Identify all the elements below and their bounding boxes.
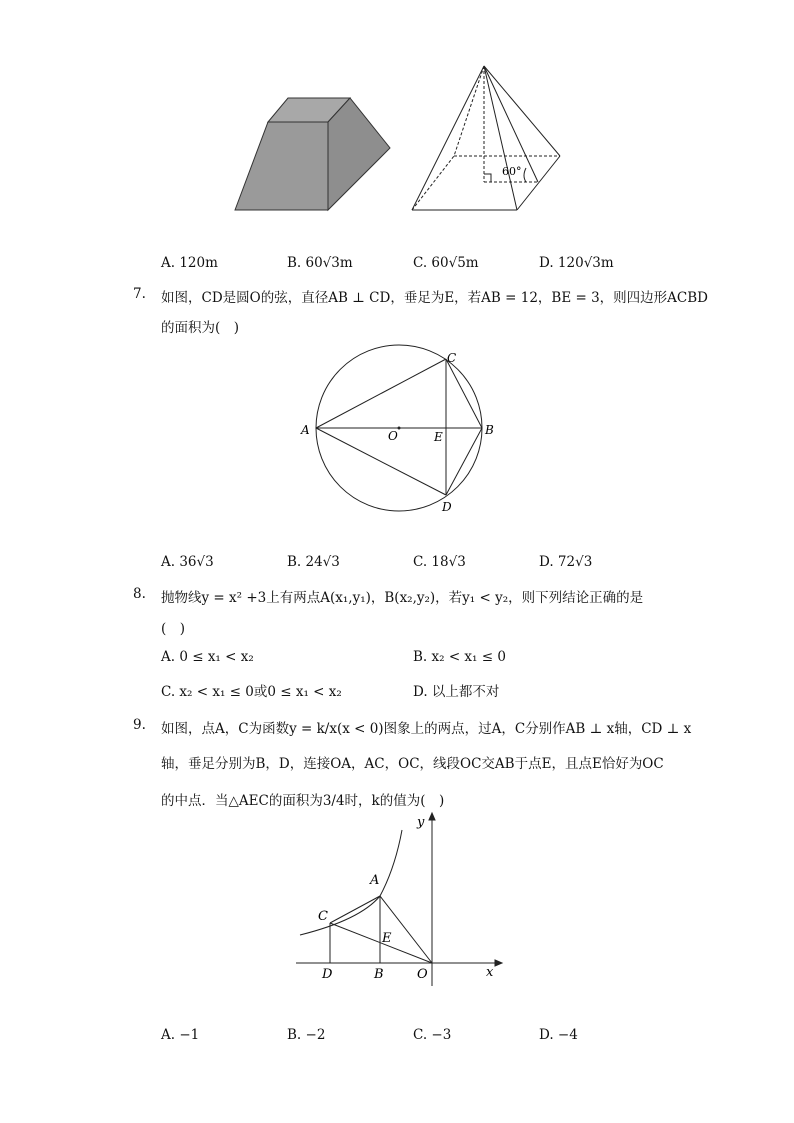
- q6-prism-figure: [235, 98, 390, 210]
- q7-circle-figure: [295, 340, 505, 520]
- q9-stem-line1: 如图，点A，C为函数y = k/x(x < 0)图象上的两点，过A，C分别作AB ⊥ x轴，CD ⊥ x: [161, 721, 692, 737]
- q9-label-y: y: [417, 815, 425, 830]
- q7-stem-line1: 如图，CD是圆O的弦，直径AB ⊥ CD，垂足为E，若AB = 12，BE = 3，则四边形ACBD: [161, 290, 708, 306]
- q9-number: 9.: [133, 717, 146, 733]
- q7-label-o: O: [388, 429, 398, 443]
- q7-number: 7.: [133, 286, 146, 302]
- q8-option-d[interactable]: D. 以上都不对: [413, 684, 500, 700]
- q9-label-b: B: [374, 967, 384, 982]
- q8-option-c[interactable]: C. x₂ < x₁ ≤ 0或0 ≤ x₁ < x₂: [161, 684, 342, 700]
- q9-stem-line2: 轴，垂足分别为B，D，连接OA，AC，OC，线段OC交AB于点E，且点E恰好为OC: [161, 756, 664, 772]
- q7-label-d: D: [442, 500, 452, 514]
- q7-option-c[interactable]: C. 18√3: [413, 554, 466, 570]
- q9-option-c[interactable]: C. −3: [413, 1027, 452, 1043]
- q7-label-a: A: [301, 423, 310, 437]
- q6-pyramid-figure: [412, 66, 560, 210]
- q8-option-a[interactable]: A. 0 ≤ x₁ < x₂: [161, 649, 254, 665]
- q6-figures: [230, 60, 570, 220]
- q6-option-c[interactable]: C. 60√5m: [413, 255, 479, 271]
- q6-option-b[interactable]: B. 60√3m: [287, 255, 353, 271]
- q9-graph-figure: [290, 808, 510, 988]
- q9-label-c: C: [318, 909, 328, 924]
- q9-label-d: D: [322, 967, 333, 982]
- q9-label-x: x: [486, 965, 494, 980]
- q7-stem-line2: 的面积为( ): [161, 320, 240, 336]
- q9-option-b[interactable]: B. −2: [287, 1027, 326, 1043]
- q8-number: 8.: [133, 586, 146, 602]
- q9-stem-line3: 的中点．当△AEC的面积为3/4时，k的值为( ): [161, 793, 445, 809]
- q9-option-a[interactable]: A. −1: [161, 1027, 200, 1043]
- q7-label-b: B: [485, 423, 494, 437]
- q7-label-c: C: [447, 351, 457, 365]
- q7-label-e: E: [434, 430, 443, 444]
- q8-stem-line1: 抛物线y = x² +3上有两点A(x₁,y₁)，B(x₂,y₂)，若y₁ < y₂，则下列结论正确的是: [161, 590, 644, 606]
- q6-angle-label: 60°: [502, 165, 522, 178]
- q7-option-a[interactable]: A. 36√3: [161, 554, 214, 570]
- q8-option-b[interactable]: B. x₂ < x₁ ≤ 0: [413, 649, 506, 665]
- q7-option-d[interactable]: D. 72√3: [539, 554, 593, 570]
- q6-option-a[interactable]: A. 120m: [161, 255, 218, 271]
- q8-stem-line2: ( ): [161, 621, 186, 637]
- q9-label-a: A: [370, 873, 380, 888]
- q7-option-b[interactable]: B. 24√3: [287, 554, 340, 570]
- q9-label-e: E: [382, 931, 392, 946]
- q6-option-d[interactable]: D. 120√3m: [539, 255, 614, 271]
- q9-option-d[interactable]: D. −4: [539, 1027, 578, 1043]
- q9-label-o: O: [417, 967, 428, 982]
